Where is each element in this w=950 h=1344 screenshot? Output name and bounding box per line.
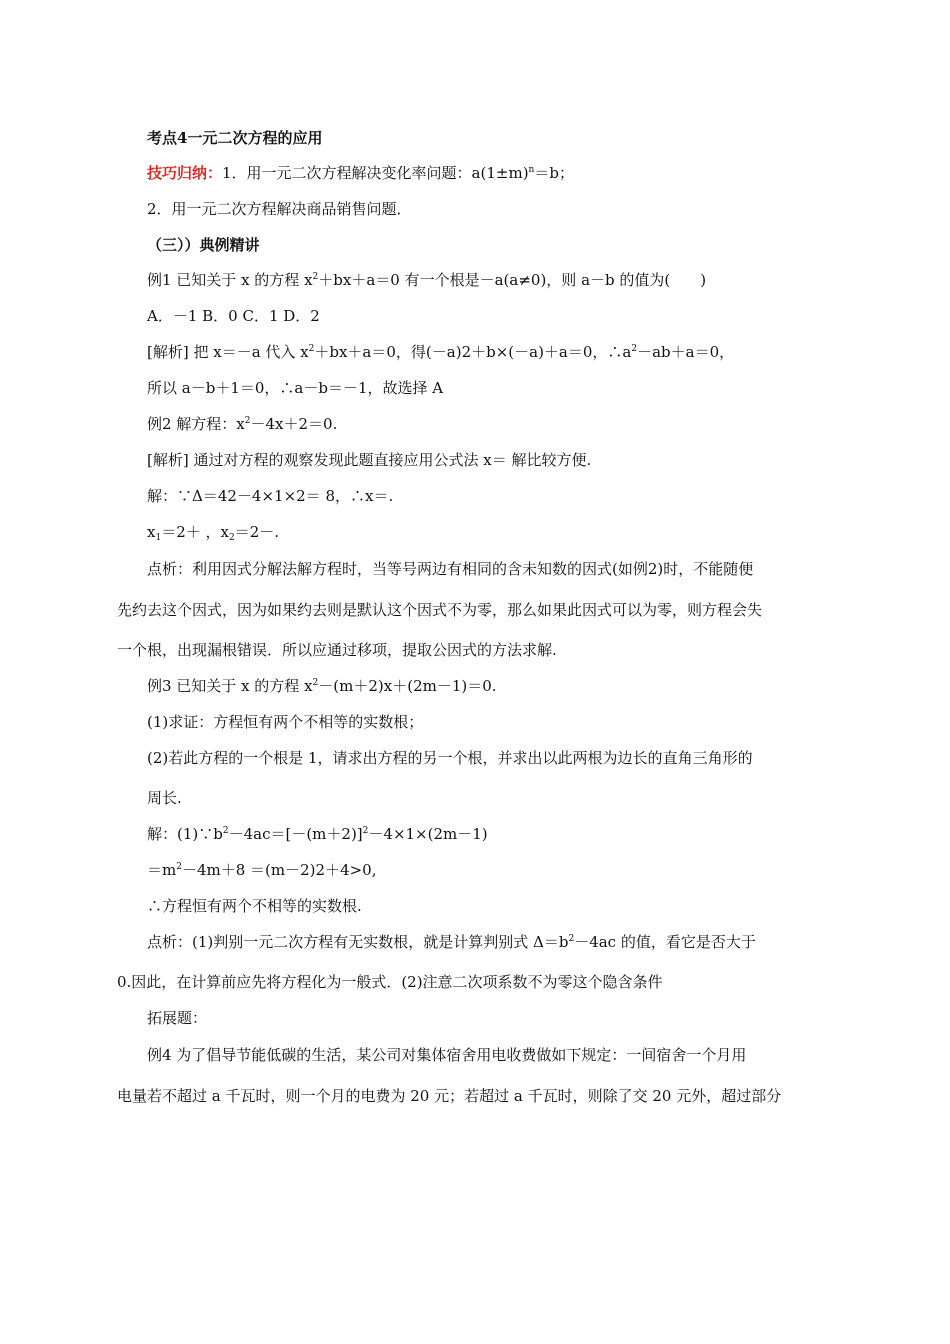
example-1-conclusion: 所以 a－b＋1＝0，∴a－b＝－1，故选择 A	[147, 379, 444, 397]
example-1-question: 例1 已知关于 x 的方程 $x^2+bx+a=0$ 有一个根是－a(a≠0)，则 a－b 的值为( )	[147, 271, 707, 289]
example-4-line-1: 例4 为了倡导节能低碳的生活，某公司对集体宿舍用电收费做如下规定：一间宿舍一个月用	[147, 1046, 747, 1064]
extension-label: 拓展题：	[147, 1009, 208, 1027]
example-2-analysis: [解析] 通过对方程的观察发现此题直接应用公式法 x＝ 解比较方便.	[147, 451, 592, 469]
example-3-part-2-cont: 周长.	[147, 789, 182, 807]
note-1-line-2: 先约去这个因式，因为如果约去则是默认这个因式不为零，那么如果此因式可以为零，则方程会失	[117, 601, 763, 619]
example-2-solution: 解：∵Δ＝42－4×1×2＝ 8，∴x＝.	[147, 487, 394, 505]
example-3-part-1: (1)求证：方程恒有两个不相等的实数根；	[147, 713, 424, 731]
example-3-solution-1: 解：$(1)\because b^2-4ac=[-(m+2)]^2-4\times 1\times(2m-1)$	[147, 825, 488, 843]
note-2-line-1: 点析：(1)判别一元二次方程有无实数根，就是计算判别式 $\Delta=b^2-4ac$ 的值，看它是否大于	[147, 933, 756, 951]
note-1-line-1: 点析：利用因式分解法解方程时，当等号两边有相同的含未知数的因式(如例2)时，不能随便	[147, 560, 754, 578]
skill-item-1: 1．用一元二次方程解决变化率问题：a(1±m)	[222, 164, 529, 182]
skill-summary-line: 技巧归纳：1．用一元二次方程解决变化率问题：$a(1\pm m)^n=b$；	[147, 164, 574, 182]
section-heading: 考点4一元二次方程的应用	[147, 129, 323, 147]
example-4-line-2: 电量若不超过 a 千瓦时，则一个月的电费为 20 元；若超过 a 千瓦时，则除了交 20 元外，超过部分	[117, 1087, 782, 1105]
example-1-analysis: [解析] 把 x＝－a 代入 $x^2+bx+a=0$，得(－a)2＋b×(－a)＋a＝0，$\therefore a^2-ab+a=0$，	[147, 343, 735, 361]
example-2-roots: $x_1=2+$ ，$x_2=2-$.	[147, 523, 280, 543]
example-1-options: A．－1 B．0 C．1 D．2	[147, 307, 320, 325]
skill-label: 技巧归纳：	[147, 164, 223, 182]
example-3-question: 例3 已知关于 x 的方程 $x^2-(m+2)x+(2m-1)=0$.	[147, 677, 497, 695]
note-2-line-2: 0.因此，在计算前应先将方程化为一般式．(2)注意二次项系数不为零这个隐含条件	[117, 973, 663, 991]
example-2-question: 例2 解方程：$x^2-4x+2=0$.	[147, 415, 338, 433]
skill-item-2: 2．用一元二次方程解决商品销售问题．	[147, 200, 412, 218]
note-1-line-3: 一个根，出现漏根错误．所以应通过移项，提取公因式的方法求解.	[117, 641, 557, 659]
example-3-part-2: (2)若此方程的一个根是 1，请求出方程的另一个根，并求出以此两根为边长的直角三角形的	[147, 749, 753, 767]
example-3-solution-2: $=m^2-4m+8 =(m-2)2+4>0$,	[147, 861, 377, 879]
example-3-solution-3: ∴方程恒有两个不相等的实数根.	[147, 897, 362, 915]
subsection-title: （三））典例精讲	[147, 236, 260, 254]
